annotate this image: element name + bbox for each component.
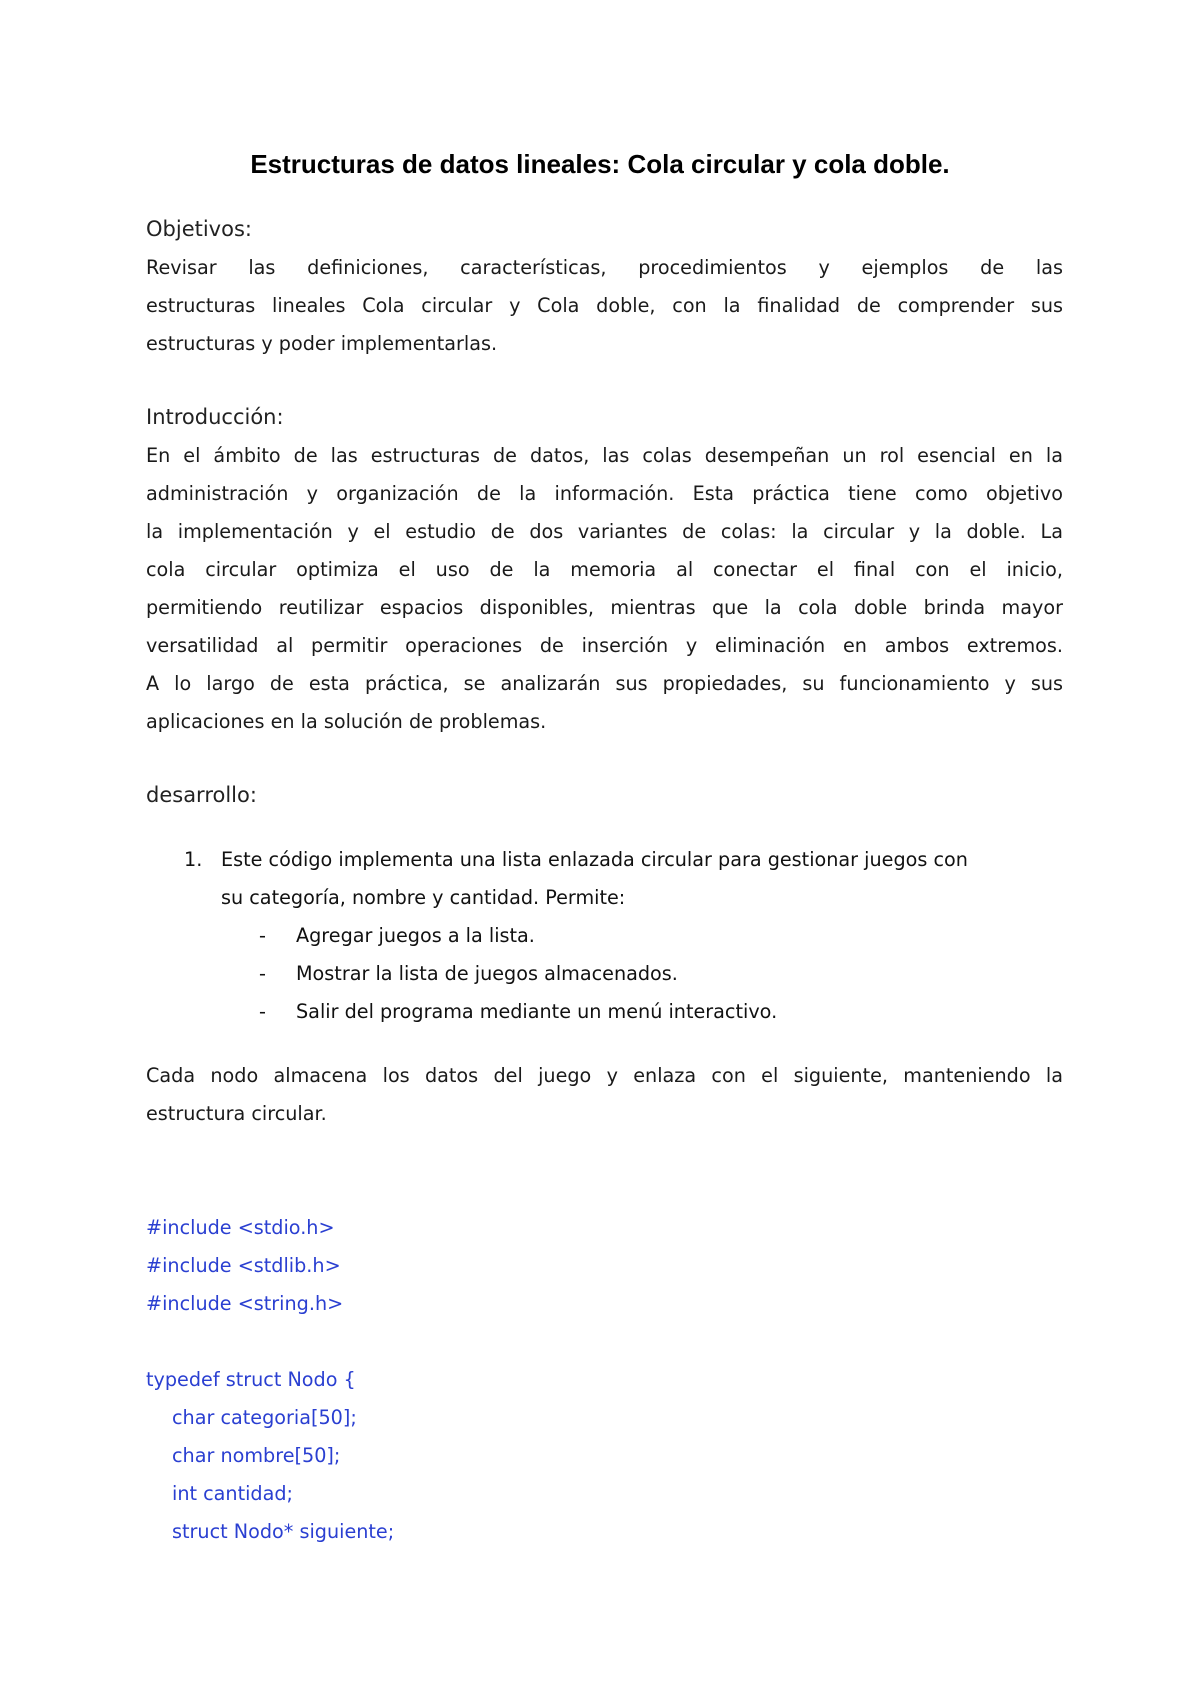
code-line: char nombre[50]; xyxy=(172,1444,341,1467)
dash-item-text: Mostrar la lista de juegos almacenados. xyxy=(296,962,678,985)
paragraph-line: En el ámbito de las estructuras de datos, las colas desempeñan un rol esencial en la xyxy=(146,444,1063,467)
dash-item-text: Agregar juegos a la lista. xyxy=(296,924,535,947)
document-title: Estructuras de datos lineales: Cola circular y cola doble. xyxy=(250,149,950,179)
list-item-text xyxy=(221,841,1063,917)
paragraph-line: Revisar las definiciones, características, procedimientos y ejemplos de las xyxy=(146,256,1063,279)
objetivos-heading: Objetivos: xyxy=(146,217,252,241)
section-spacer xyxy=(146,1133,1063,1171)
code-line: #include <stdio.h> xyxy=(146,1216,335,1239)
section-spacer xyxy=(146,815,1063,841)
paragraph-line: estructura circular. xyxy=(146,1102,327,1125)
introduccion-paragraph xyxy=(146,437,1063,741)
code-line: #include <string.h> xyxy=(146,1292,344,1315)
code-block xyxy=(146,1209,1063,1551)
list-number: 1. xyxy=(184,848,203,871)
paragraph-line: la implementación y el estudio de dos variantes de colas: la circular y la doble. La xyxy=(146,520,1063,543)
section-spacer xyxy=(146,741,1063,779)
dash-list-item xyxy=(221,917,1063,955)
paragraph-line: estructuras y poder implementarlas. xyxy=(146,332,498,355)
desarrollo-closing-paragraph xyxy=(146,1057,1063,1133)
code-line: typedef struct Nodo { xyxy=(146,1368,356,1391)
dash-list-item xyxy=(221,993,1063,1031)
list-item-line: su categoría, nombre y cantidad. Permite: xyxy=(221,886,626,909)
paragraph-line: permitiendo reutilizar espacios disponibles, mientras que la cola doble brinda mayor xyxy=(146,596,1063,619)
paragraph-line: Cada nodo almacena los datos del juego y enlaza con el siguiente, manteniendo la xyxy=(146,1064,1063,1087)
section-spacer xyxy=(146,1031,1063,1057)
dash-marker: - xyxy=(259,1000,266,1023)
section-spacer xyxy=(146,363,1063,401)
list-item-line: Este código implementa una lista enlazada circular para gestionar juegos con xyxy=(221,848,968,871)
dash-item-text: Salir del programa mediante un menú interactivo. xyxy=(296,1000,778,1023)
code-line: struct Nodo* siguiente; xyxy=(172,1520,395,1543)
paragraph-line: aplicaciones en la solución de problemas. xyxy=(146,710,547,733)
code-line: int cantidad; xyxy=(172,1482,294,1505)
paragraph-line: administración y organización de la información. Esta práctica tiene como objetivo xyxy=(146,482,1063,505)
dash-list xyxy=(221,917,1063,1031)
section-spacer xyxy=(146,1171,1063,1209)
document-body xyxy=(146,213,1063,1551)
desarrollo-heading: desarrollo: xyxy=(146,783,257,807)
paragraph-line: estructuras lineales Cola circular y Cola doble, con la finalidad de comprender sus xyxy=(146,294,1063,317)
list-item xyxy=(146,841,1063,1031)
dash-marker: - xyxy=(259,924,266,947)
paragraph-line: A lo largo de esta práctica, se analizarán sus propiedades, su funcionamiento y sus xyxy=(146,672,1063,695)
dash-list-item xyxy=(221,955,1063,993)
code-line: char categoria[50]; xyxy=(172,1406,357,1429)
paragraph-line: versatilidad al permitir operaciones de inserción y eliminación en ambos extremos. xyxy=(146,634,1063,657)
introduccion-heading: Introducción: xyxy=(146,405,284,429)
objetivos-paragraph xyxy=(146,249,1063,363)
paragraph-line: cola circular optimiza el uso de la memoria al conectar el final con el inicio, xyxy=(146,558,1063,581)
dash-marker: - xyxy=(259,962,266,985)
desarrollo-numbered-list xyxy=(146,841,1063,1031)
code-line: #include <stdlib.h> xyxy=(146,1254,341,1277)
code-blank-line xyxy=(146,1323,1063,1361)
